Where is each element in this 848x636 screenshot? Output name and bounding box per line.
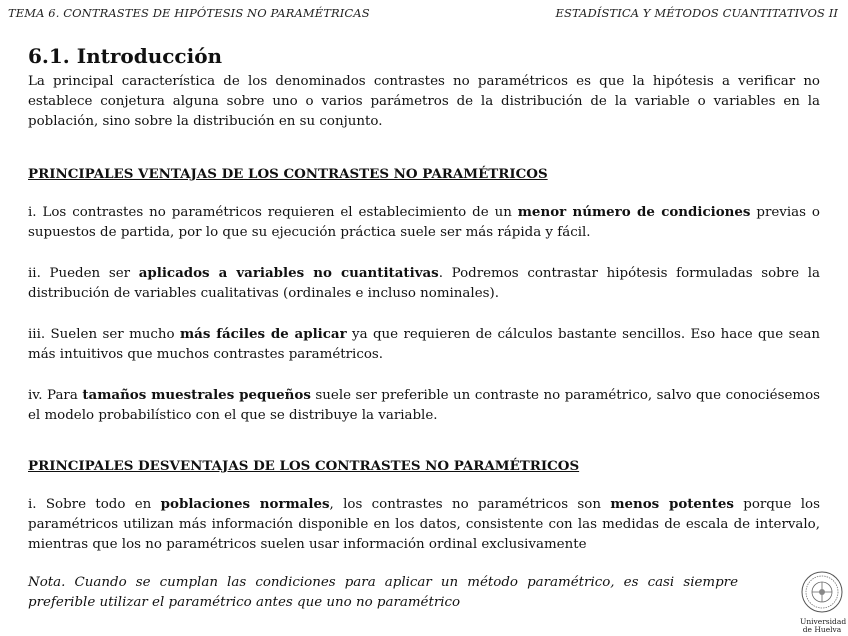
advantage-item-3: iii. Suelen ser mucho más fáciles de aplicar ya que requieren de cálculos bastante sencillos. Eso hace que sean más intuitivos que muchos contrastes paramétricos.: [28, 326, 820, 362]
section-title: 6.1. Introducción: [28, 44, 223, 68]
disadvantage-item-1: i. Sobre todo en poblaciones normales, los contrastes no paramétricos son menos potentes porque los paramétricos utilizan más información disponible en los datos, consistente con las medidas de escala de intervalo, mientras que los no paramétricos suelen usar información ordinal exclusivamente: [28, 496, 820, 552]
seal-emblem-icon: [800, 570, 844, 614]
disadvantages-heading: PRINCIPALES DESVENTAJAS DE LOS CONTRASTES NO PARAMÉTRICOS: [28, 458, 580, 474]
university-seal: [800, 570, 847, 634]
advantage-item-2: ii. Pueden ser aplicados a variables no cuantitativas. Podremos contrastar hipótesis formuladas sobre la distribución de variables cualitativas (ordinales e incluso nominales).: [28, 265, 821, 301]
page-content: [28, 44, 820, 613]
advantages-heading: PRINCIPALES VENTAJAS DE LOS CONTRASTES NO PARAMÉTRICOS: [28, 166, 548, 182]
advantage-item-1: i. Los contrastes no paramétricos requieren el establecimiento de un menor número de condiciones previas o supuestos de partida, por lo que su ejecución práctica suele ser más rápida y fácil.: [28, 204, 820, 240]
note-text: Nota. Cuando se cumplan las condiciones para aplicar un método paramétrico, es casi siempre preferible utilizar el paramétrico antes que uno no paramétrico: [28, 575, 738, 610]
intro-paragraph: La principal característica de los denominados contrastes no paramétricos es que la hipótesis a verificar no establece conjetura alguna sobre uno o varios parámetros de la distribución de la variable o variables en la población, sino sobre la distribución en su conjunto.: [28, 74, 820, 129]
header-right: ESTADÍSTICA Y MÉTODOS CUANTITATIVOS II: [555, 6, 838, 20]
seal-caption: Universidad de Huelva: [800, 617, 847, 634]
advantage-item-4: iv. Para tamaños muestrales pequeños suele ser preferible un contraste no paramétrico, salvo que conociésemos el modelo probabilístico con el que se distribuye la variable.: [28, 387, 821, 423]
header-left: TEMA 6. CONTRASTES DE HIPÓTESIS NO PARAMÉTRICAS: [8, 6, 370, 20]
